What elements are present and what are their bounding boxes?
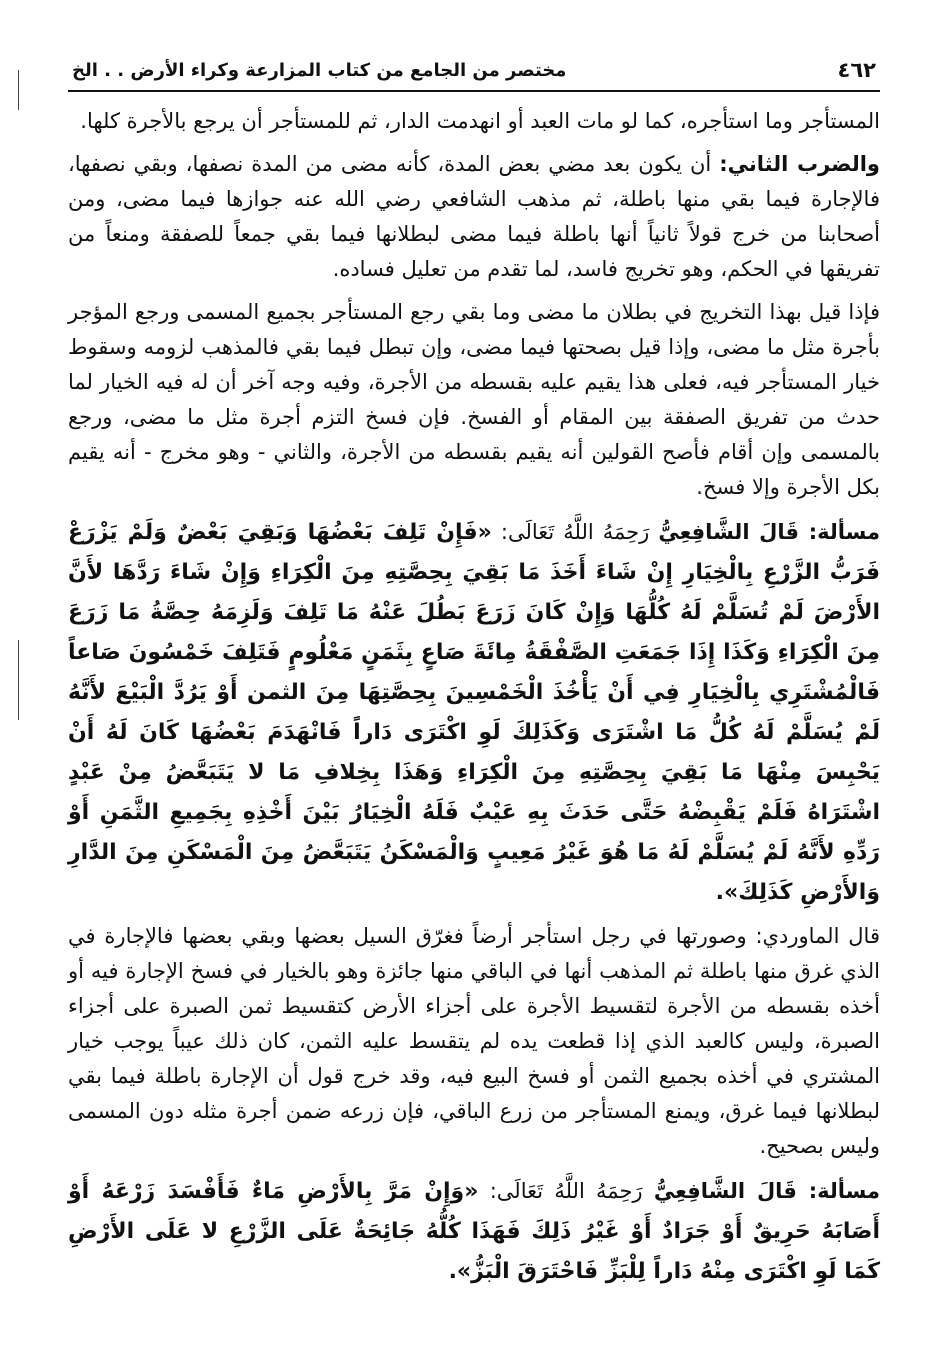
masala-heading: مسألة: قَالَ الشَّافِعِيُّ xyxy=(658,520,880,544)
paragraph-text: المستأجر وما استأجره، كما لو مات العبد أو انهدمت الدار، ثم للمستأجر أن يرجع بالأجرة كلها. xyxy=(80,109,880,133)
running-title: مختصر من الجامع من كتاب المزارعة وكراء الأرض . . الخ xyxy=(72,59,567,81)
masala-paragraph xyxy=(68,1172,880,1292)
paragraph-text: فإذا قيل بهذا التخريج في بطلان ما مضى وما بقي رجع المستأجر بجميع المسمى ورجع المؤجر بأجرة مثل ما مضى، وإذا قيل بصحتها فيما مضى، وإن تبطل فيما بقي فالمذهب لزومه وسقوط خيار المستأجر فيه، فعلى هذا يقيم عليه بقسطه من الأجرة، وفيه وجه آخر أن له فيه الخيار لما حدث من تفريق الصفقة بين المقام أو الفسخ. فإن فسخ التزم أجرة مثل ما مضى، ورجع بالمسمى وإن أقام فأصح القولين أنه يقيم بقسطه من الأجرة، والثاني - وهو مخرج - أنه يقيم بكل الأجرة وإلا فسخ. xyxy=(68,300,880,499)
paragraph-text: أن يكون بعد مضي بعض المدة، كأنه مضى من المدة نصفها، وبقي نصفها، فالإجارة فيما بقي منها باطلة، ثم مذهب الشافعي رضي الله عنه جوازها فيما مضى، ومن أصحابنا من خرج قولاً ثانياً أنها باطلة فيما مضى لبطلانها فيما بقي جمعاً للصفقة ومنعاً من تفريقها في الحكم، وهو تخريج فاسد، لما تقدم من تعليل فساده. xyxy=(68,152,880,281)
paragraph xyxy=(68,147,880,287)
book-page xyxy=(68,58,880,1298)
commentary-paragraph xyxy=(68,919,880,1164)
masala-section xyxy=(68,513,880,913)
page-number: ٤٦٢ xyxy=(837,58,876,82)
scan-edge-mark xyxy=(18,70,19,110)
masala-intro: رَحِمَهُ اللَّهُ تَعَالَى: xyxy=(491,520,659,544)
masala-intro: رَحِمَهُ اللَّهُ تَعَالَى: xyxy=(478,1179,654,1203)
quoted-text: «فَإِنْ تَلِفَ بَعْضُهَا وَبَقِيَ بَعْضٌ وَلَمْ يَزْرَعْ فَرَبُّ الزَّرْعِ بِالْخِيَارِ إِنْ شَاءَ أَخَذَ مَا بَقِيَ بِحِصَّتِهِ مِنَ الْكِرَاءِ وَإِنْ شَاءَ رَدَّهَا لأَنَّ الأَرْضَ لَمْ تُسَلَّمْ لَهُ كُلُّهَا وَإِنْ كَانَ زَرَعَ بَطُلَ عَنْهُ مَا تَلِفَ وَلَزِمَهُ حِصَّةُ مَا زَرَعَ مِنَ الْكِرَاءِ وَكَذَا إِذَا جَمَعَتِ الصَّفْقَةُ مِائَةَ صَاعٍ بِثَمَنٍ مَعْلُومٍ فَتَلِفَ خَمْسُونَ صَاعاً فَالْمُشْتَرِي بِالْخِيَارِ فِي أَنْ يَأْخُذَ الْخَمْسِينَ بِحِصَّتِهَا مِنَ الثمن أَوْ يَرُدَّ الْبَيْعَ لأَنَّهُ لَمْ يُسَلَّمْ لَهُ كُلُّ مَا اشْتَرَى وَكَذَلِكَ لَوِ اكْتَرَى دَاراً فَانْهَدَمَ بَعْضُهَا كَانَ لَهُ أَنْ يَحْبِسَ مِنْهَا مَا بَقِيَ بِحِصَّتِهِ مِنَ الْكِرَاءِ وَهَذَا بِخِلافِ مَا لا يَتَبَعَّضُ مِنْ عَبْدٍ اشْتَرَاهُ فَلَمْ يَقْبِضْهُ حَتَّى حَدَثَ بِهِ عَيْبٌ فَلَهُ الْخِيَارُ بَيْنَ أَخْذِهِ بِجَمِيعِ الثَّمَنِ أَوْ رَدِّهِ لأَنَّهُ لَمْ يُسَلَّمْ لَهُ مَا هُوَ غَيْرُ مَعِيبٍ وَالْمَسْكَنُ يَتَبَعَّضُ مِنَ الْمَسْكَنِ مِنَ الدَّارِ وَالأَرْضِ كَذَلِكَ». xyxy=(68,520,880,905)
masala-paragraph xyxy=(68,513,880,913)
running-header xyxy=(68,58,880,92)
masala-heading: مسألة: قَالَ الشَّافِعِيُّ xyxy=(653,1179,880,1203)
paragraph-lead: والضرب الثاني: xyxy=(719,152,880,176)
quoted-text: «وَإِنْ مَرَّ بِالأَرْضِ مَاءٌ فَأَفْسَدَ زَرْعَهُ أَوْ أَصَابَهُ حَرِيقٌ أَوْ جَرَادٌ أَوْ غَيْرُ ذَلِكَ فَهَذَا كُلُّهُ جَائِحَةٌ عَلَى الزَّرْعِ لا عَلَى الأَرْضِ كَمَا لَوِ اكْتَرَى مِنْهُ دَاراً لِلْبَزِّ فَاحْتَرَقَ الْبَزُّ». xyxy=(68,1179,880,1284)
paragraph xyxy=(68,104,880,139)
commentary-text: قال الماوردي: وصورتها في رجل استأجر أرضاً فغرّق السيل بعضها وبقي بعضها فالإجارة في الذي غرق منها باطلة ثم المذهب أنها في الباقي منها جائزة وهو بالخيار في فسخ الإجارة فيه أو أخذه بقسطه من الأجرة لتقسيط الأجرة على أجزاء الأرض كتقسيط ثمن الصبرة على أجزاء الصبرة، وليس كالعبد الذي إذا قطعت يده لم يتقسط عليه الثمن، كان ذلك عيباً يوجب خيار المشتري في أخذه بجميع الثمن أو فسخ البيع فيه، وقد خرج قول أن الإجارة باطلة فيما بقي لبطلانها فيما غرق، ويمنع المستأجر من زرع الباقي، فإن زرعه ضمن أجرة مثله دون المسمى وليس بصحيح. xyxy=(68,924,880,1158)
masala-section xyxy=(68,1172,880,1292)
paragraph xyxy=(68,295,880,505)
scan-edge-mark xyxy=(18,640,19,720)
